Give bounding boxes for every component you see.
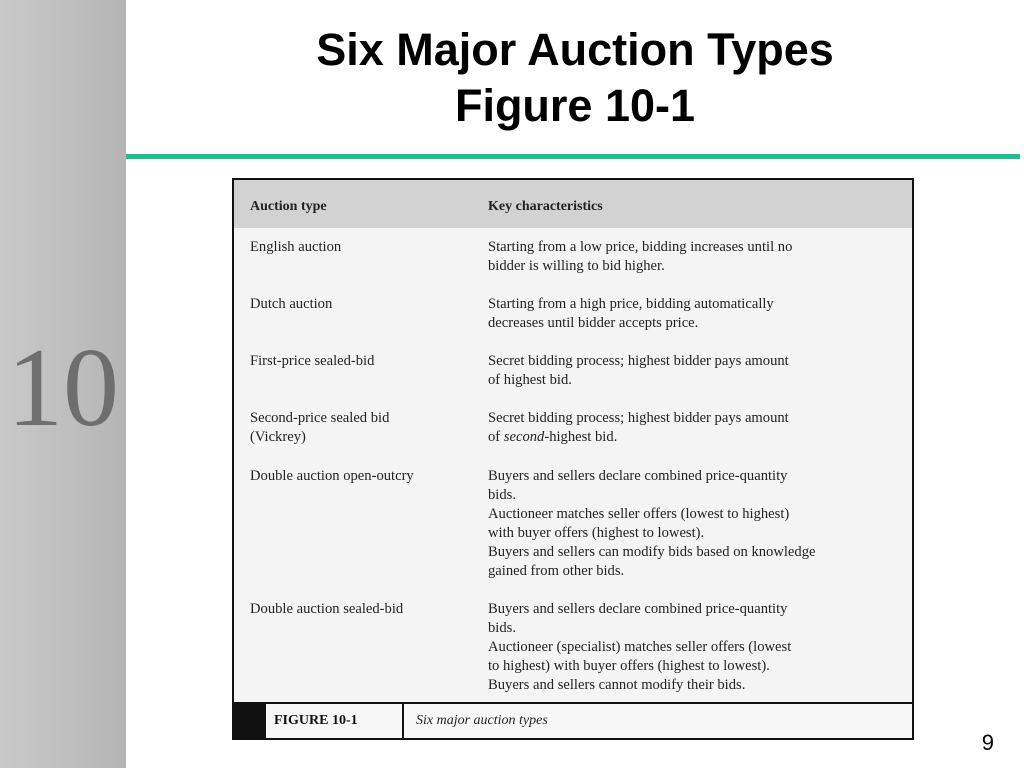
- table-header: [234, 180, 912, 228]
- auction-table: [234, 180, 912, 704]
- row-desc-line: to highest) with buyer offers (highest to lowest).: [488, 658, 770, 674]
- figure-table: [232, 178, 914, 740]
- slide-title-line1: Six Major Auction Types: [316, 24, 834, 75]
- emphasis-second: second: [503, 429, 545, 445]
- title-rule: [126, 154, 1020, 159]
- row-desc-line: with buyer offers (highest to lowest).: [488, 525, 705, 541]
- caption-black-block: [234, 704, 266, 738]
- figure-caption: [234, 702, 912, 738]
- row-desc-line: gained from other bids.: [488, 563, 625, 579]
- row-type: Dutch auction: [250, 296, 333, 312]
- row-type: Double auction open-outcry: [250, 468, 414, 484]
- slide-title: [126, 22, 1024, 134]
- row-type: English auction: [250, 239, 342, 255]
- chapter-number: 10: [7, 326, 119, 450]
- row-desc-line: bids.: [488, 620, 516, 636]
- row-desc-line: bidder is willing to bid higher.: [488, 258, 665, 274]
- header-auction-type: Auction type: [250, 199, 327, 214]
- header-key-characteristics: Key characteristics: [488, 199, 603, 214]
- row-desc-line: Secret bidding process; highest bidder pays amount: [488, 353, 789, 369]
- caption-label: FIGURE 10-1: [274, 713, 358, 728]
- page-number: 9: [981, 730, 994, 755]
- row-desc-line: Starting from a low price, bidding increases until no: [488, 239, 793, 255]
- row-desc-line: bids.: [488, 487, 516, 503]
- row-desc-line: Buyers and sellers cannot modify their bids.: [488, 677, 746, 693]
- row-type: Double auction sealed-bid: [250, 601, 404, 617]
- row-desc-line: Auctioneer (specialist) matches seller offers (lowest: [488, 639, 792, 655]
- caption-divider: [402, 704, 404, 738]
- row-desc-line: Secret bidding process; highest bidder pays amount: [488, 410, 789, 426]
- slide-title-line2: Figure 10-1: [454, 80, 696, 131]
- row-desc-line: Buyers and sellers declare combined price-quantity: [488, 601, 788, 617]
- row-type: (Vickrey): [250, 429, 306, 445]
- row-desc-line: Starting from a high price, bidding automatically: [488, 296, 774, 312]
- row-desc-line: of highest bid.: [488, 372, 572, 388]
- row-desc-line: Auctioneer matches seller offers (lowest to highest): [488, 506, 790, 522]
- side-band: [0, 0, 126, 768]
- row-desc-line: Buyers and sellers can modify bids based on knowledge: [488, 544, 816, 560]
- row-desc-line: of second-highest bid.: [488, 429, 618, 445]
- row-desc-line: decreases until bidder accepts price.: [488, 315, 699, 331]
- caption-title: Six major auction types: [416, 713, 548, 728]
- row-type: Second-price sealed bid: [250, 410, 390, 426]
- row-type: First-price sealed-bid: [250, 353, 375, 369]
- row-desc-line: Buyers and sellers declare combined price-quantity: [488, 468, 788, 484]
